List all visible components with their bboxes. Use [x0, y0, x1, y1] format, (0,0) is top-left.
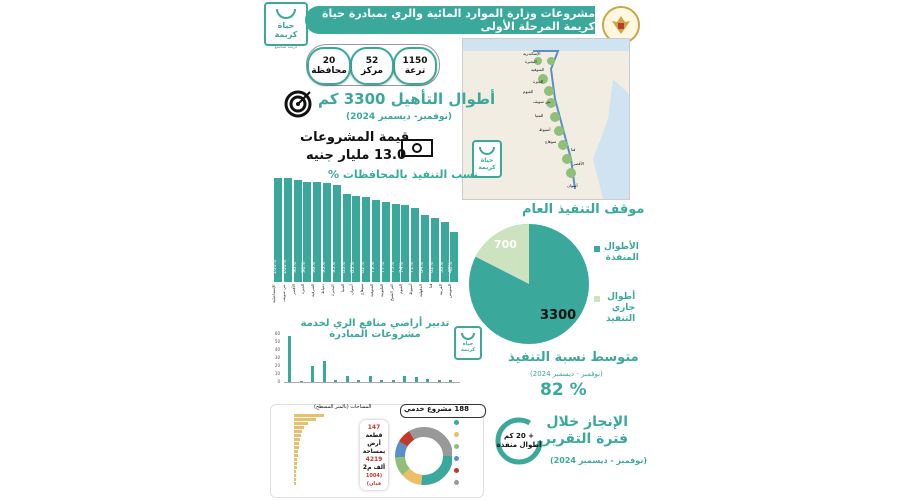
- plots-line: ألف م2: [362, 464, 386, 471]
- stat-value: 1150: [402, 56, 428, 66]
- gov-bar-label: 96%: [311, 261, 318, 273]
- legend-pending-swatch: [594, 296, 600, 302]
- average-period: (نوفمبر - ديسمبر 2024): [530, 370, 603, 378]
- plots-line: أرض: [367, 440, 381, 447]
- land-y-tick: 10: [274, 371, 280, 376]
- stat-value: 20: [322, 56, 336, 66]
- gov-category-label: السويس: [447, 284, 453, 299]
- area-bar: [294, 418, 316, 421]
- map-label: المنوفية: [531, 67, 545, 72]
- gov-bar-label: 79%: [370, 261, 376, 273]
- badge-label: أطوال منفذة: [496, 441, 542, 449]
- area-bar: [294, 478, 296, 481]
- logo-text-line2: كريمة: [460, 347, 476, 353]
- legend-text: جاري: [611, 303, 636, 313]
- area-bar: [294, 422, 308, 425]
- stat-value: 52: [365, 56, 379, 66]
- pie-graphic: [467, 222, 591, 346]
- area-chart-title: المساحات (بالمتر المسطح): [314, 404, 372, 410]
- land-title-line1: تدبير أراضي منافع الري لخدمة: [300, 318, 450, 329]
- stat-label: ترعة: [404, 66, 426, 76]
- logo-text-line1: حياة: [480, 157, 494, 164]
- average-value: 82 %: [540, 380, 587, 400]
- map-label: المنيا: [535, 113, 544, 118]
- map-label: أسيوط: [539, 127, 551, 132]
- stat-governorates: [307, 47, 351, 85]
- gov-category-label: قنا: [427, 284, 433, 289]
- gov-bar-label: 95%: [321, 261, 327, 273]
- gov-category-label: أسوان: [349, 284, 355, 295]
- legend-pending-label: [606, 292, 635, 325]
- land-y-tick: 60: [274, 331, 280, 336]
- area-bar: [294, 462, 297, 465]
- cost-value: 13.0 مليار جنيه: [306, 148, 407, 163]
- map-label: البحيرة: [525, 59, 537, 64]
- gov-category-label: الجيزة: [300, 284, 306, 295]
- land-bar: [288, 336, 291, 382]
- gov-category-label: الشرقية: [310, 284, 316, 298]
- map-label: أسوان: [567, 183, 578, 188]
- gov-bar-label: 85%: [340, 261, 347, 273]
- gov-category-label: أسيوط: [408, 284, 414, 296]
- land-y-tick: 40: [274, 347, 280, 352]
- service-count: 188 مشروع خدمي: [404, 405, 469, 413]
- area-bar: [294, 434, 301, 437]
- page-title: مشروعات وزارة الموارد المائية والري بمبادرة حياة كريمة المرحلة الأولى: [305, 6, 595, 34]
- stat-centers: [350, 47, 394, 85]
- rehab-period: (نوفمبر- ديسمبر 2024): [346, 112, 452, 122]
- pie-value-pending: 700: [494, 238, 517, 251]
- plots-line: (1004 فدان): [365, 473, 383, 487]
- stat-label: محافظة: [311, 66, 347, 76]
- gov-category-label: المنيا: [339, 284, 345, 293]
- stat-canals: [393, 47, 437, 85]
- gov-bar-label: 100%: [281, 259, 288, 275]
- gov-category-label: الدقهلية: [418, 284, 423, 297]
- average-title: متوسط نسبة التنفيذ: [508, 350, 639, 365]
- gov-chart: [270, 176, 460, 314]
- area-bar: [294, 426, 304, 429]
- gov-category-label: سوهاج: [359, 284, 365, 296]
- plots-text: [360, 424, 388, 488]
- legend-dot: [454, 420, 459, 425]
- gov-bar-label: 48%: [448, 261, 455, 273]
- achievement-title: [542, 414, 628, 448]
- gov-bar-label: 75%: [389, 261, 396, 273]
- area-bar: [294, 450, 298, 453]
- logo-smile-icon: [276, 9, 296, 19]
- gov-category-label: الغربية: [437, 284, 443, 295]
- land-y-tick: 0: [277, 379, 280, 384]
- area-bar: [294, 414, 324, 417]
- land-y-tick: 30: [274, 355, 280, 360]
- gov-bar-label: 58%: [438, 261, 445, 273]
- land-axis: [284, 382, 460, 383]
- legend-dot: [454, 444, 459, 449]
- logo-text-line1: حياة: [462, 341, 474, 347]
- area-bar: [294, 458, 297, 461]
- area-bar: [294, 446, 299, 449]
- gov-category-label: بني سويف: [280, 284, 286, 302]
- hayah-karima-logo: [264, 2, 308, 46]
- map-label: الأقصر: [573, 161, 584, 166]
- gov-bar-label: 62%: [428, 261, 435, 273]
- map-label: الجيزة: [533, 79, 544, 84]
- gov-bar-label: 96%: [301, 261, 308, 273]
- logo-text-line1: حياة: [277, 21, 295, 30]
- services-donut: [392, 418, 452, 492]
- legend-dot: [454, 468, 459, 473]
- gov-bar-label: 77%: [379, 261, 386, 273]
- status-title: موقف التنفيذ العام: [522, 202, 645, 217]
- logo-text-line2: كريمة: [274, 30, 298, 39]
- plots-count: 147: [367, 424, 381, 431]
- gov-category-label: المنوفية: [369, 284, 374, 298]
- area-bar: [294, 474, 296, 477]
- pie-value-done: 3300: [540, 308, 577, 323]
- land-bar: [323, 361, 326, 382]
- gov-category-label: كفر الشيخ: [388, 284, 394, 302]
- legend-done-swatch: [594, 246, 600, 252]
- gov-category-label: الإسماعيلية: [271, 284, 276, 303]
- status-pie: [467, 222, 591, 346]
- area-bar: [294, 442, 299, 445]
- cost-label: قيمة المشروعات: [300, 130, 410, 145]
- map-label: الإسكندرية: [523, 51, 541, 56]
- achievement-period: (نوفمبر - ديسمبر 2024): [550, 456, 647, 465]
- donut-graphic: [392, 418, 452, 488]
- land-title-line2: مشروعات المبادرة: [329, 329, 421, 340]
- gov-bar-label: 93%: [330, 261, 337, 273]
- area-bar: [294, 438, 300, 441]
- map-label: بني سويف: [533, 99, 551, 104]
- map-label: قنا: [571, 147, 576, 152]
- gov-category-label: القليوبية: [378, 284, 384, 298]
- gov-bar-label: 100%: [272, 259, 278, 275]
- map-label: الفيوم: [523, 89, 534, 94]
- legend-dot: [454, 456, 459, 461]
- logo-text-line2: كريمة: [478, 164, 496, 171]
- donut-legend: [454, 418, 478, 494]
- gov-category-label: دمياط: [320, 284, 325, 295]
- gov-chart-title: نسب التنفيذ بالمحافظات %: [328, 168, 479, 181]
- gov-category-label: الفيوم: [398, 284, 404, 295]
- stat-label: مركز: [361, 66, 384, 76]
- gov-bar-label: 83%: [350, 261, 357, 273]
- land-y-tick: 50: [274, 339, 280, 344]
- area-bar: [294, 482, 296, 485]
- legend-dot: [454, 432, 459, 437]
- gov-bar-label: 98%: [291, 261, 298, 273]
- target-icon: [284, 90, 312, 122]
- area-bar: [294, 466, 297, 469]
- gov-bar-label: 71%: [409, 261, 416, 273]
- area-bar: [294, 470, 296, 473]
- legend-text: التنفيذ: [606, 314, 636, 324]
- legend-dot: [454, 480, 459, 485]
- plots-area: 4219: [365, 456, 383, 463]
- gov-bar-label: 82%: [360, 261, 367, 273]
- area-chart: [280, 412, 350, 492]
- area-bar: [294, 454, 298, 457]
- gov-category-label: الأقصر: [290, 284, 296, 295]
- plots-line: بمساحة: [362, 448, 386, 455]
- gov-bar-label: 64%: [419, 261, 425, 273]
- land-chart: [270, 326, 470, 402]
- logo-smile-icon: [479, 147, 495, 155]
- land-bar: [311, 366, 314, 382]
- gov-category-label: البحيرة: [329, 284, 335, 296]
- rehab-title: أطوال التأهيل 3300 كم: [318, 90, 496, 108]
- legend-text: أطوال: [607, 292, 636, 302]
- gov-bar-label: 74%: [399, 261, 406, 273]
- map-label: سوهاج: [545, 139, 557, 144]
- legend-text: المنفذة: [605, 253, 639, 263]
- plots-line: قطعة: [365, 432, 383, 439]
- achievement-badge: [494, 432, 544, 450]
- area-bar: [294, 430, 302, 433]
- legend-text: الأطوال: [604, 242, 639, 252]
- legend-done-label: [604, 242, 639, 264]
- logo-caption: كريمة لمجتمع: [274, 44, 298, 49]
- land-y-tick: 20: [274, 363, 280, 368]
- badge-value: + 20 كم: [503, 432, 535, 440]
- achievement-title-line2: فترة التقرير: [542, 431, 628, 447]
- achievement-title-line1: الإنجاز خلال: [546, 414, 628, 430]
